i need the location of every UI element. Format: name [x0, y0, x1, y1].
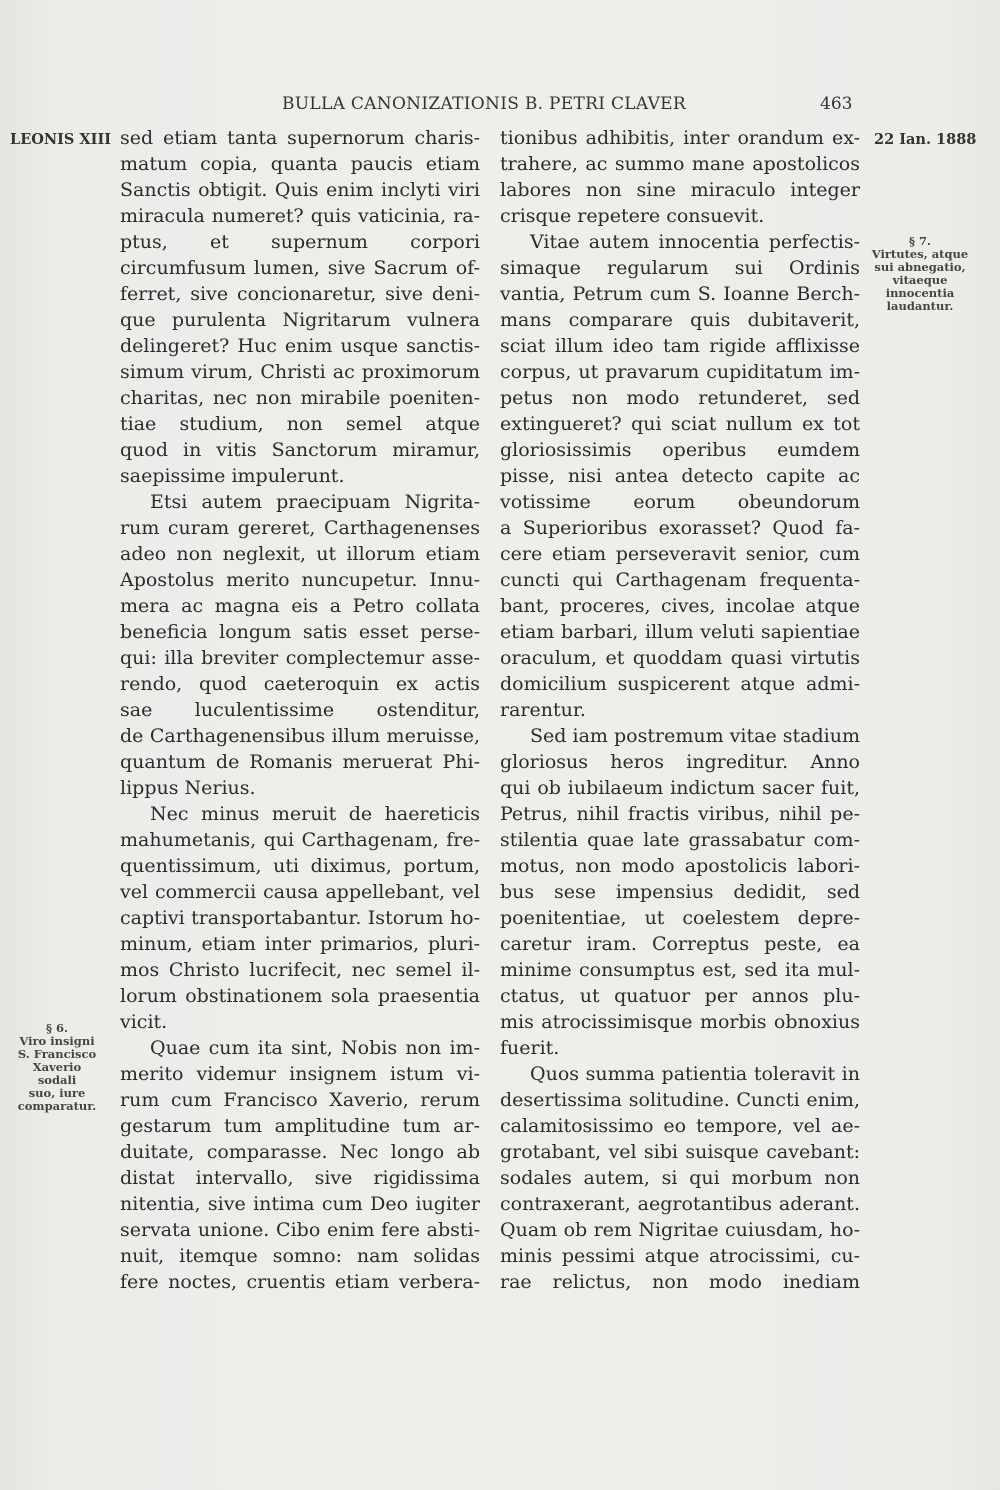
margin-note-line: suo, iure [28, 1086, 86, 1100]
text-line: Vitae autem innocentia perfectis- [530, 231, 860, 253]
left-column [120, 125, 480, 1295]
text-line: matum copia, quanta paucis etiam [120, 153, 480, 175]
page-number: 463 [820, 94, 853, 114]
text-line: a Superioribus exorasset? Quod fa- [500, 517, 860, 539]
running-head [0, 94, 1000, 118]
text-line: sciat illum ideo tam rigide afflixisse [500, 335, 860, 357]
text-line: stilentia quae late grassabatur com- [500, 829, 860, 851]
margin-note-line: Xaverio sodali [32, 1060, 82, 1087]
text-line: motus, non modo apostolicis labori- [500, 855, 860, 877]
margin-note-line: comparatur. [17, 1099, 97, 1113]
text-line: contraxerant, aegrotantibus aderant. [500, 1193, 860, 1215]
text-line: minis pessimi atque atrocissimi, cu- [500, 1245, 860, 1267]
text-line: mis atrocissimisque morbis obnoxius [500, 1011, 860, 1033]
text-line: saepissime impulerunt. [120, 465, 345, 487]
text-line: corpus, ut pravarum cupiditatum im- [500, 361, 860, 383]
text-line: adeo non neglexit, ut illorum etiam [120, 543, 480, 565]
text-line: sae luculentissime ostenditur, [120, 699, 480, 721]
text-line: caretur iram. Correptus peste, ea [500, 933, 860, 955]
text-line: de Carthagenensibus illum meruisse, [120, 725, 480, 747]
text-line: gloriosissimis operibus eumdem [500, 439, 860, 461]
text-line: rum curam gereret, Carthagenenses [120, 517, 480, 539]
text-line: oraculum, et quoddam quasi virtutis [500, 647, 860, 669]
text-line: rarentur. [500, 699, 586, 721]
text-line: duitate, comparasse. Nec longo ab [120, 1141, 480, 1163]
text-line: minime consumptus est, sed ita mul- [500, 959, 860, 981]
text-line: charitas, nec non mirabile poeniten- [120, 387, 480, 409]
text-line: vicit. [120, 1011, 168, 1033]
text-line: quantum de Romanis meruerat Phi- [120, 751, 480, 773]
text-line: lorum obstinationem sola praesentia [120, 985, 480, 1007]
text-line: tiae studium, non semel atque [120, 413, 480, 435]
text-line: mos Christo lucrifecit, nec semel il- [120, 959, 480, 981]
text-line: mera ac magna eis a Petro collata [120, 595, 480, 617]
text-line: merito videmur insignem istum vi- [120, 1063, 480, 1085]
text-line: Petrus, nihil fractis viribus, nihil pe- [500, 803, 860, 825]
text-line: desertissima solitudine. Cuncti enim, [500, 1089, 860, 1111]
text-line: lippus Nerius. [120, 777, 256, 799]
running-head-title: BULLA CANONIZATIONIS B. PETRI CLAVER [282, 94, 686, 114]
margin-note-line: § 7. [908, 234, 932, 248]
text-line: votissime eorum obeundorum [500, 491, 860, 513]
text-line: trahere, ac summo mane apostolicos [500, 153, 860, 175]
text-line: delingeret? Huc enim usque sanctis- [120, 335, 480, 357]
text-line: poenitentiae, ut coelestem depre- [500, 907, 860, 929]
text-line: quentissimum, uti diximus, portum, [120, 855, 480, 877]
text-line: pisse, nisi antea detecto capite ac [500, 465, 860, 487]
pontiff-label: LEONIS XIII [10, 131, 112, 148]
text-line: quod in vitis Sanctorum miramur, [120, 439, 480, 461]
text-line: beneficia longum satis esset perse- [120, 621, 480, 643]
text-line: Quos summa patientia toleravit in [530, 1063, 860, 1085]
text-line: crisque repetere consuevit. [500, 205, 765, 227]
text-line: ferret, sive concionaretur, sive deni- [120, 283, 480, 305]
text-line: captivi transportabantur. Istorum ho- [120, 907, 480, 929]
margin-note-line: § 6. [45, 1021, 69, 1035]
text-line: simaque regularum sui Ordinis [500, 257, 860, 279]
margin-note-line: vitaeque [892, 273, 948, 287]
margin-note-line: Virtutes, atque [871, 247, 969, 261]
margin-note-right [870, 235, 970, 313]
text-line: labores non sine miraculo integer [500, 179, 860, 201]
margin-note-line: S. Francisco [17, 1047, 97, 1061]
text-line: que purulenta Nigritarum vulnera [120, 309, 480, 331]
text-line: Etsi autem praecipuam Nigrita- [150, 491, 480, 513]
text-line: tionibus adhibitis, inter orandum ex- [500, 127, 860, 149]
margin-note-line: innocentia [885, 286, 955, 300]
text-line: simum virum, Christi ac proximorum [120, 361, 480, 383]
margin-note-line: sui abnegatio, [874, 260, 966, 274]
margin-note-left [16, 1022, 98, 1113]
right-column [500, 125, 860, 1295]
text-line: vantia, Petrum cum S. Ioanne Berch- [500, 283, 860, 305]
text-line: extingueret? qui sciat nullum ex tot [500, 413, 860, 435]
text-line: Apostolus merito nuncupetur. Innu- [120, 569, 480, 591]
text-line: Nec minus meruit de haereticis [150, 803, 480, 825]
text-line: fuerit. [500, 1037, 560, 1059]
text-line: mahumetanis, qui Carthagenam, fre- [120, 829, 480, 851]
text-line: nitentia, sive intima cum Deo iugiter [120, 1193, 480, 1215]
text-line: servata unione. Cibo enim fere absti- [120, 1219, 480, 1241]
text-line: ptus, et supernum corpori [120, 231, 480, 253]
text-line: Sed iam postremum vitae stadium [530, 725, 860, 747]
text-line: gloriosus heros ingreditur. Anno [500, 751, 860, 773]
text-line: gestarum tum amplitudine tum ar- [120, 1115, 480, 1137]
text-line: Sanctis obtigit. Quis enim inclyti viri [120, 179, 480, 201]
text-line: minum, etiam inter primarios, pluri- [120, 933, 480, 955]
text-line: petus non modo retunderet, sed [500, 387, 860, 409]
text-line: bant, proceres, cives, incolae atque [500, 595, 860, 617]
text-line: distat intervallo, sive rigidissima [120, 1167, 480, 1189]
text-line: domicilium suspicerent atque admi- [500, 673, 860, 695]
text-line: rae relictus, non modo inediam [500, 1271, 860, 1293]
text-line: etiam barbari, illum veluti sapientiae [500, 621, 860, 643]
text-line: Quam ob rem Nigritae cuiusdam, ho- [500, 1219, 860, 1241]
text-line: cere etiam perseveravit senior, cum [500, 543, 860, 565]
text-line: miracula numeret? quis vaticinia, ra- [120, 205, 480, 227]
text-line: rendo, quod caeteroquin ex actis [120, 673, 480, 695]
text-line: sodales autem, si qui morbum non [500, 1167, 860, 1189]
margin-note-line: laudantur. [886, 299, 954, 313]
text-line: ctatus, ut quatuor per annos plu- [500, 985, 860, 1007]
text-line: cuncti qui Carthagenam frequenta- [500, 569, 860, 591]
date-label: 22 Ian. 1888 [874, 131, 977, 148]
text-line: grotabant, vel sibi suisque cavebant: [500, 1141, 860, 1163]
text-line: calamitosissimo eo tempore, vel ae- [500, 1115, 860, 1137]
text-line: circumfusum lumen, sive Sacrum of- [120, 257, 480, 279]
margin-note-line: Viro insigni [19, 1034, 95, 1048]
text-line: Quae cum ita sint, Nobis non im- [150, 1037, 480, 1059]
text-line: sed etiam tanta supernorum charis- [120, 127, 480, 149]
text-line: mans comparare quis dubitaverit, [500, 309, 860, 331]
text-line: fere noctes, cruentis etiam verbera- [120, 1271, 480, 1293]
text-line: qui ob iubilaeum indictum sacer fuit, [500, 777, 860, 799]
text-line: rum cum Francisco Xaverio, rerum [120, 1089, 480, 1111]
text-line: bus sese impensius dedidit, sed [500, 881, 860, 903]
text-line: vel commercii causa appellebant, vel [120, 881, 480, 903]
text-line: nuit, itemque somno: nam solidas [120, 1245, 480, 1267]
text-line: qui: illa breviter complectemur asse- [120, 647, 480, 669]
